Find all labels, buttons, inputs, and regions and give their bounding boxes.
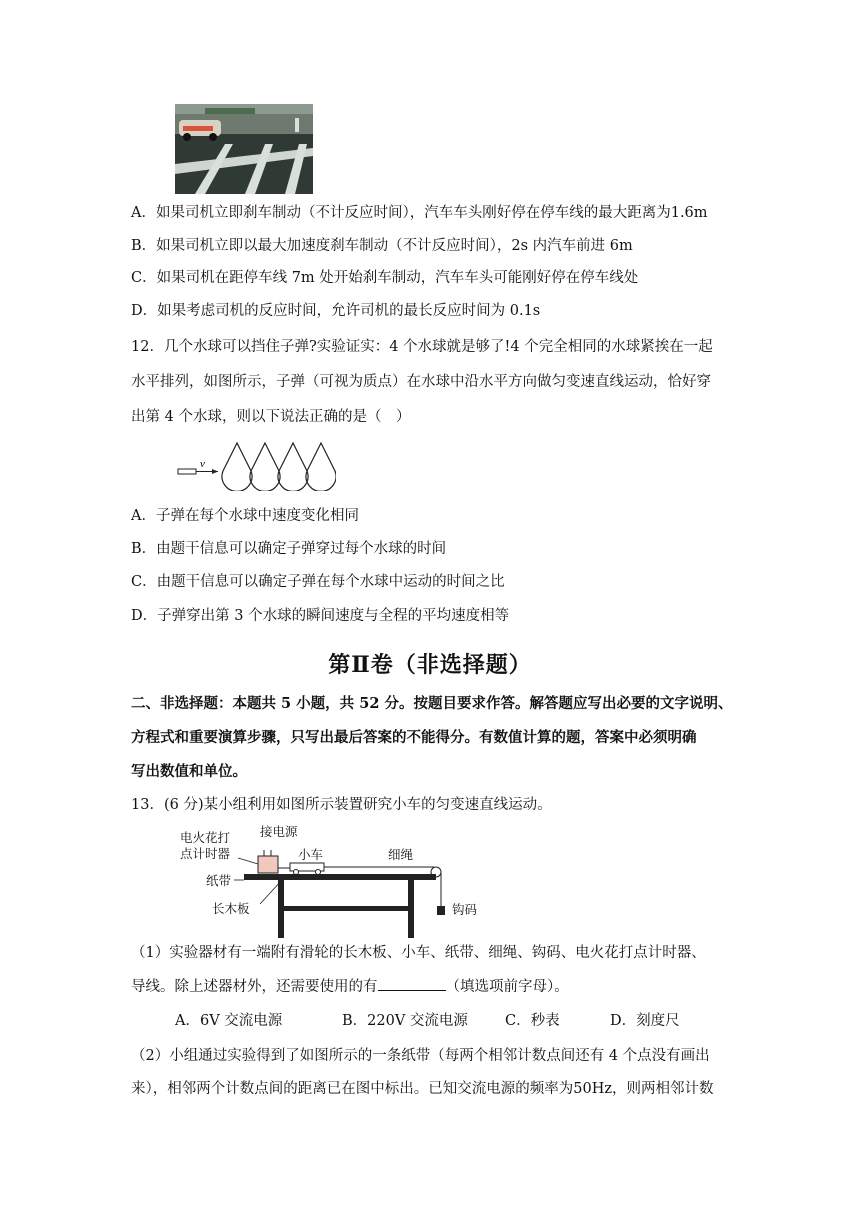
q11-option-a: A．如果司机立即刹车制动（不计反应时间），汽车车头刚好停在停车线的最大距离为1.6m — [131, 205, 708, 221]
q13-part1-line2 — [131, 976, 569, 997]
label-timer-2: 点计时器 — [180, 847, 231, 861]
q13-part2-line2: 来），相邻两个计数点间的距离已在图中标出。已知交流电源的频率为50Hz，则两相邻计数 — [131, 1081, 714, 1097]
section-intro-line1: 二、非选择题：本题共 5 小题，共 52 分。按题目要求作答。解答题应写出必要的文字说明、 — [131, 695, 733, 712]
q13-option-d: D．刻度尺 — [610, 1013, 680, 1029]
apparatus-figure — [172, 820, 492, 940]
label-tape: 纸带 — [206, 874, 232, 888]
q13-stem: 13．(6 分)某小组利用如图所示装置研究小车的匀变速直线运动。 — [131, 797, 552, 813]
q12-option-c: C．由题干信息可以确定子弹在每个水球中运动的时间之比 — [131, 574, 505, 590]
q12-option-d: D．子弹穿出第 3 个水球的瞬间速度与全程的平均速度相等 — [131, 608, 510, 624]
section-intro-line2: 方程式和重要演算步骤，只写出最后答案的不能得分。有数值计算的题，答案中必须明确 — [131, 729, 697, 746]
q13-option-c: C．秒表 — [505, 1013, 560, 1029]
q13-part2-line1: （2）小组通过实验得到了如图所示的一条纸带（每两个相邻计数点间还有 4 个点没有画出 — [131, 1048, 710, 1064]
label-power: 接电源 — [260, 825, 298, 839]
q13-option-b: B．220V 交流电源 — [342, 1013, 468, 1029]
q13-part1-line2-post: （填选项前字母）。 — [445, 979, 569, 995]
label-timer-1: 电火花打 — [180, 831, 231, 845]
section-intro-line3: 写出数值和单位。 — [131, 763, 247, 780]
q11-option-d: D．如果考虑司机的反应时间，允许司机的最长反应时间为 0.1s — [131, 303, 541, 319]
label-weight: 钩码 — [452, 903, 478, 917]
answer-blank[interactable] — [378, 976, 446, 991]
label-board: 长木板 — [212, 902, 250, 916]
road-crosswalk-photo — [175, 104, 313, 194]
q12-stem-line2: 水平排列，如图所示，子弹（可视为质点）在水球中沿水平方向做匀变速直线运动，恰好穿 — [131, 374, 711, 390]
q13-part1-line2-pre: 导线。除上述器材外，还需要使用的有 — [131, 979, 378, 995]
label-rope: 细绳 — [388, 848, 414, 862]
water-balls-figure — [172, 437, 336, 491]
q12-stem-line3: 出第 4 个水球，则以下说法正确的是（ ） — [131, 409, 411, 425]
label-cart: 小车 — [298, 848, 324, 862]
section-title: 第Ⅱ卷（非选择题） — [328, 652, 532, 678]
velocity-label: v — [200, 458, 205, 470]
q12-option-a: A．子弹在每个水球中速度变化相同 — [131, 508, 359, 524]
q13-part1-line1: （1）实验器材有一端附有滑轮的长木板、小车、纸带、细绳、钩码、电火花打点计时器、 — [131, 945, 706, 961]
q11-option-b: B．如果司机立即以最大加速度刹车制动（不计反应时间），2s 内汽车前进 6m — [131, 238, 633, 254]
q13-option-a: A．6V 交流电源 — [175, 1013, 283, 1029]
q11-option-c: C．如果司机在距停车线 7m 处开始刹车制动，汽车车头可能刚好停在停车线处 — [131, 270, 639, 286]
q12-stem-line1: 12．几个水球可以挡住子弹?实验证实：4 个水球就是够了!4 个完全相同的水球紧挨在一起 — [131, 339, 713, 355]
q12-option-b: B．由题干信息可以确定子弹穿过每个水球的时间 — [131, 541, 447, 557]
